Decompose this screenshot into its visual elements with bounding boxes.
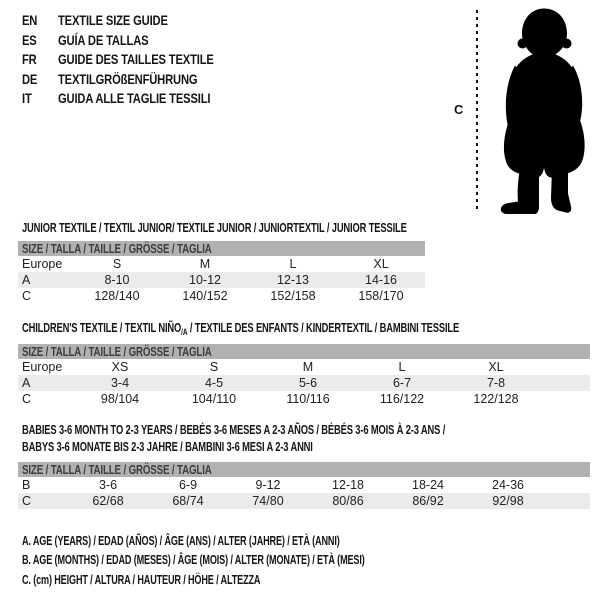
measurement-figure bbox=[450, 4, 600, 216]
row-label: C bbox=[22, 392, 32, 406]
footnote-b: B. AGE (MONTHS) / EDAD (MESES) / ÂGE (MOIS) / ALTER (MONATE) / ETÀ (MESI) bbox=[22, 552, 365, 568]
table-cell: S bbox=[112, 257, 122, 271]
lang-row-it bbox=[22, 89, 253, 109]
size-header-row bbox=[18, 241, 425, 256]
row-label: Europe bbox=[22, 360, 63, 374]
spacer-cell bbox=[548, 477, 590, 493]
table-cell: XS bbox=[111, 360, 129, 374]
spacer-cell bbox=[548, 493, 590, 509]
babies-table-title: BABIES 3-6 MONTH TO 2-3 YEARS / BEBÉS 3-6 MESES A 2-3 AÑOS / BÉBÉS 3-6 MOIS À 2-3 ANS / BABYS 3-6 MONATE BIS 2-3 JAHRE / BAMBINI 3-6 MESI A 2-3 ANNI bbox=[22, 422, 446, 454]
table-cell: 104/110 bbox=[191, 392, 237, 406]
spacer-cell bbox=[543, 375, 590, 391]
row-label: C bbox=[22, 289, 32, 303]
table-cell: 98/104 bbox=[100, 392, 140, 406]
table-cell: 80/86 bbox=[308, 493, 388, 509]
junior-table-title: JUNIOR TEXTILE / TEXTIL JUNIOR/ TEXTILE JUNIOR / JUNIORTEXTIL / JUNIOR TESSILE bbox=[22, 220, 407, 235]
lang-row-es bbox=[22, 31, 253, 51]
table-cell: 9-12 bbox=[255, 478, 281, 492]
lang-label: GUÍA DE TALLAS bbox=[58, 31, 149, 48]
table-cell: 7-8 bbox=[449, 375, 543, 391]
footnote-a: A. AGE (YEARS) / EDAD (AÑOS) / ÂGE (ANS) / ALTER (JAHRE) / ETÀ (ANNI) bbox=[22, 533, 340, 548]
table-row bbox=[18, 493, 590, 509]
size-header-row bbox=[18, 344, 590, 359]
lang-label: TEXTILE SIZE GUIDE bbox=[58, 12, 168, 28]
table-cell: 6-7 bbox=[355, 375, 449, 391]
table-cell: 86/92 bbox=[388, 493, 468, 509]
junior-size-table bbox=[18, 241, 425, 304]
footnote-c: C. (cm) HEIGHT / ALTURA / HAUTEUR / HÖHE / ALTEZZA bbox=[22, 571, 261, 587]
baby-silhouette-icon bbox=[494, 6, 594, 214]
table-row bbox=[18, 256, 425, 272]
table-cell: 10-12 bbox=[161, 272, 249, 288]
table-cell: M bbox=[302, 360, 314, 374]
table-cell: 24-36 bbox=[492, 478, 524, 492]
table-cell: 3-6 bbox=[98, 478, 118, 492]
table-row bbox=[18, 375, 590, 391]
lang-code: DE bbox=[22, 70, 38, 87]
table-cell: 5-6 bbox=[261, 375, 355, 391]
table-cell: 62/68 bbox=[68, 493, 148, 509]
table-cell: 122/128 bbox=[473, 392, 519, 406]
row-label: A bbox=[18, 375, 73, 391]
lang-code: FR bbox=[22, 51, 37, 67]
nino-a-subscript: /A bbox=[181, 327, 188, 337]
table-cell: 12-18 bbox=[332, 478, 364, 492]
table-cell: 4-5 bbox=[167, 375, 261, 391]
measure-c-label: C bbox=[454, 102, 464, 117]
table-cell: 6-9 bbox=[178, 478, 198, 492]
children-table-title: CHILDREN'S TEXTILE / TEXTIL $NIÑO_{/A}$ / TEXTILE DES ENFANTS / KINDERTEXTIL / BAMBINI TESSILE bbox=[22, 320, 460, 337]
table-cell: 128/140 bbox=[94, 289, 140, 303]
row-label: A bbox=[18, 272, 73, 288]
spacer-cell bbox=[543, 359, 590, 375]
table-cell: 3-4 bbox=[73, 375, 167, 391]
lang-code: IT bbox=[22, 90, 32, 106]
lang-code: ES bbox=[22, 31, 37, 48]
size-header-cell: SIZE / TALLA / TAILLE / GRÖSSE / TAGLIA bbox=[18, 344, 590, 359]
lang-label: GUIDA ALLE TAGLIE TESSILI bbox=[58, 90, 211, 106]
lang-row-fr bbox=[22, 50, 253, 70]
size-header-cell: SIZE / TALLA / TAILLE / GRÖSSE / TAGLIA bbox=[18, 462, 590, 477]
table-cell: 158/170 bbox=[358, 289, 404, 303]
table-row bbox=[18, 391, 590, 407]
table-cell: 18-24 bbox=[412, 478, 444, 492]
table-cell: M bbox=[199, 257, 211, 271]
table-cell: 110/116 bbox=[286, 392, 330, 406]
footnotes bbox=[22, 531, 512, 589]
table-cell: 8-10 bbox=[73, 272, 161, 288]
language-title-block bbox=[22, 11, 253, 109]
table-cell: 116/122 bbox=[379, 392, 425, 406]
table-cell: XL bbox=[373, 257, 389, 271]
table-cell: 74/80 bbox=[228, 493, 308, 509]
table-cell: 92/98 bbox=[468, 493, 548, 509]
table-row bbox=[18, 272, 425, 288]
lang-row-de bbox=[22, 70, 253, 90]
babies-size-table bbox=[18, 462, 590, 509]
table-cell: 152/158 bbox=[270, 289, 316, 303]
table-cell: XL bbox=[488, 360, 504, 374]
table-cell: 14-16 bbox=[337, 272, 425, 288]
row-label: B bbox=[22, 478, 31, 492]
height-dotted-line bbox=[476, 10, 478, 212]
table-cell: 68/74 bbox=[148, 493, 228, 509]
lang-label: TEXTILGRÖßENFÜHRUNG bbox=[58, 70, 198, 87]
size-header-row bbox=[18, 462, 590, 477]
table-row bbox=[18, 288, 425, 304]
size-header-cell: SIZE / TALLA / TAILLE / GRÖSSE / TAGLIA bbox=[18, 241, 425, 256]
table-row bbox=[18, 477, 590, 493]
table-row bbox=[18, 359, 590, 375]
children-size-table bbox=[18, 344, 590, 407]
table-cell: 12-13 bbox=[249, 272, 337, 288]
row-label: C bbox=[18, 493, 68, 509]
table-cell: L bbox=[398, 360, 406, 374]
lang-label: GUIDE DES TAILLES TEXTILE bbox=[58, 51, 214, 67]
table-cell: 140/152 bbox=[182, 289, 228, 303]
lang-row-en bbox=[22, 11, 253, 31]
table-cell: S bbox=[209, 360, 219, 374]
lang-code: EN bbox=[22, 12, 38, 28]
row-label: Europe bbox=[22, 257, 63, 271]
spacer-cell bbox=[543, 391, 590, 407]
table-cell: L bbox=[289, 257, 297, 271]
